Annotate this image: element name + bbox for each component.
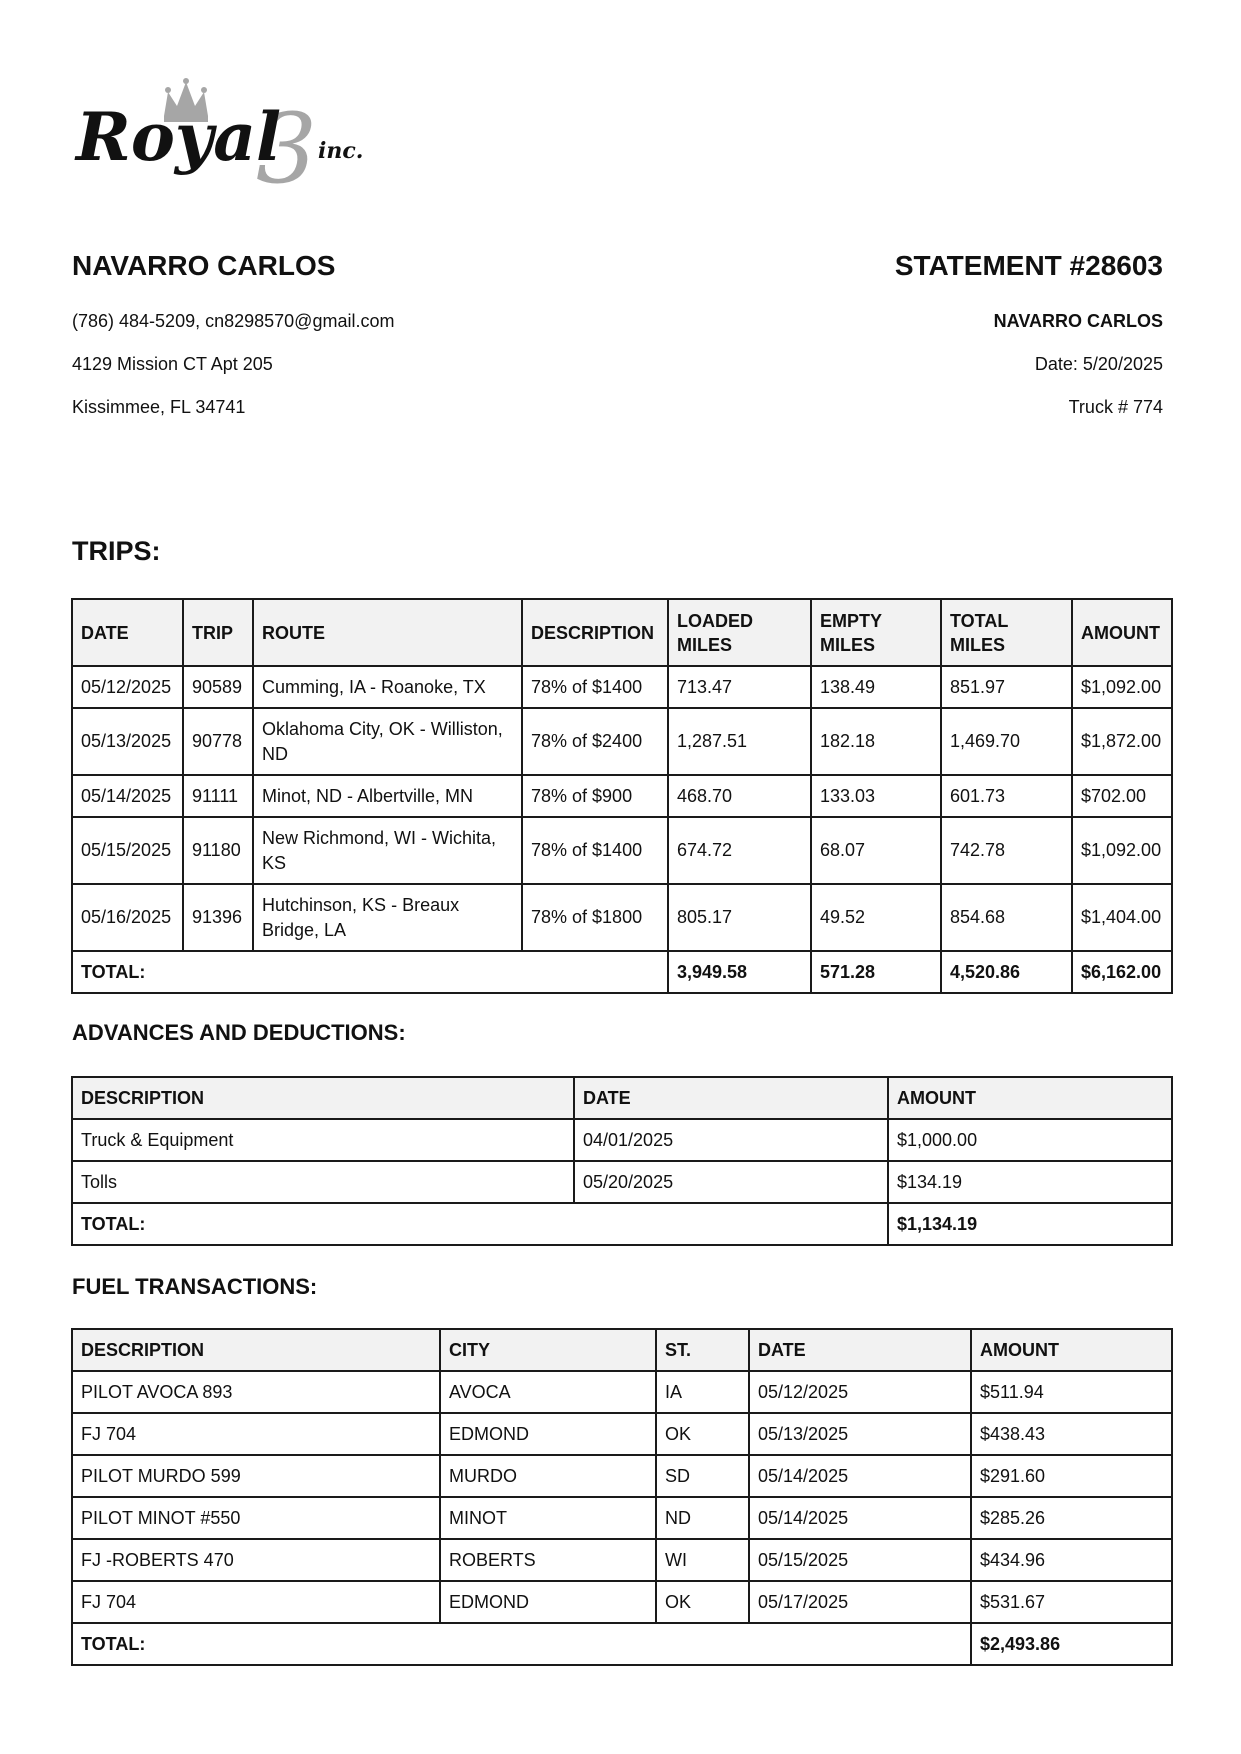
- driver-name-heading: NAVARRO CARLOS: [72, 250, 336, 281]
- trip-loaded-miles: 468.70: [668, 775, 811, 817]
- trips-header-row: [72, 599, 1172, 666]
- trip-amount: $702.00: [1072, 775, 1172, 817]
- trip-description: 78% of $2400: [522, 708, 668, 775]
- advances-total-amount: $1,134.19: [888, 1203, 1172, 1245]
- trip-loaded-miles: 713.47: [668, 666, 811, 708]
- logo-wordmark: Royal: [76, 98, 282, 176]
- trip-empty-miles: 182.18: [811, 708, 941, 775]
- table-row: [72, 708, 1172, 775]
- table-row: [72, 1539, 1172, 1581]
- advances-table: [71, 1076, 1173, 1246]
- fuel-description: FJ -ROBERTS 470: [72, 1539, 440, 1581]
- col-total-miles: TOTAL MILES: [941, 599, 1072, 666]
- trip-number: 91396: [183, 884, 253, 951]
- col-city: CITY: [440, 1329, 656, 1371]
- table-row: [72, 817, 1172, 884]
- table-row: [72, 1455, 1172, 1497]
- advance-date: 04/01/2025: [574, 1119, 888, 1161]
- trip-loaded-miles: 1,287.51: [668, 708, 811, 775]
- fuel-date: 05/12/2025: [749, 1371, 971, 1413]
- col-amount: AMOUNT: [1072, 599, 1172, 666]
- col-date: DATE: [749, 1329, 971, 1371]
- col-date: DATE: [574, 1077, 888, 1119]
- company-logo: [74, 78, 384, 190]
- col-trip: TRIP: [183, 599, 253, 666]
- fuel-amount: $438.43: [971, 1413, 1172, 1455]
- trip-date: 05/12/2025: [72, 666, 183, 708]
- fuel-state: IA: [656, 1371, 749, 1413]
- table-row: [72, 1497, 1172, 1539]
- trip-route: New Richmond, WI - Wichita, KS: [253, 817, 522, 884]
- fuel-header-row: [72, 1329, 1172, 1371]
- fuel-description: PILOT MURDO 599: [72, 1455, 440, 1497]
- fuel-city: MURDO: [440, 1455, 656, 1497]
- table-row: [72, 1413, 1172, 1455]
- col-amount: AMOUNT: [971, 1329, 1172, 1371]
- statement-date: Date: 5/20/2025: [1034, 354, 1163, 374]
- trip-number: 91180: [183, 817, 253, 884]
- fuel-amount: $531.67: [971, 1581, 1172, 1623]
- fuel-description: FJ 704: [72, 1581, 440, 1623]
- fuel-title: FUEL TRANSACTIONS:: [72, 1274, 318, 1299]
- trip-number: 91111: [183, 775, 253, 817]
- trips-total-amount: $6,162.00: [1072, 951, 1172, 993]
- col-date: DATE: [72, 599, 183, 666]
- fuel-state: WI: [656, 1539, 749, 1581]
- trip-route: Cumming, IA - Roanoke, TX: [253, 666, 522, 708]
- trip-loaded-miles: 805.17: [668, 884, 811, 951]
- fuel-city: ROBERTS: [440, 1539, 656, 1581]
- driver-contact: (786) 484-5209, cn8298570@gmail.com: [72, 311, 395, 331]
- trip-amount: $1,092.00: [1072, 817, 1172, 884]
- statement-truck: Truck # 774: [1068, 397, 1163, 417]
- fuel-state: OK: [656, 1581, 749, 1623]
- trip-amount: $1,092.00: [1072, 666, 1172, 708]
- table-row: [72, 1119, 1172, 1161]
- trip-date: 05/16/2025: [72, 884, 183, 951]
- col-amount: AMOUNT: [888, 1077, 1172, 1119]
- advance-description: Tolls: [72, 1161, 574, 1203]
- trips-table: [71, 598, 1173, 994]
- driver-address-line1: 4129 Mission CT Apt 205: [72, 354, 273, 374]
- trip-number: 90778: [183, 708, 253, 775]
- col-description: DESCRIPTION: [522, 599, 668, 666]
- fuel-description: FJ 704: [72, 1413, 440, 1455]
- driver-address-line2: Kissimmee, FL 34741: [72, 397, 246, 417]
- advances-total-row: [72, 1203, 1172, 1245]
- trip-amount: $1,872.00: [1072, 708, 1172, 775]
- table-row: [72, 1161, 1172, 1203]
- trip-total-miles: 854.68: [941, 884, 1072, 951]
- fuel-total-row: [72, 1623, 1172, 1665]
- trips-total-row: [72, 951, 1172, 993]
- advance-amount: $1,000.00: [888, 1119, 1172, 1161]
- fuel-amount: $434.96: [971, 1539, 1172, 1581]
- trip-empty-miles: 138.49: [811, 666, 941, 708]
- trip-route: Minot, ND - Albertville, MN: [253, 775, 522, 817]
- advance-description: Truck & Equipment: [72, 1119, 574, 1161]
- trip-total-miles: 601.73: [941, 775, 1072, 817]
- fuel-state: OK: [656, 1413, 749, 1455]
- trip-date: 05/15/2025: [72, 817, 183, 884]
- fuel-city: MINOT: [440, 1497, 656, 1539]
- table-row: [72, 775, 1172, 817]
- fuel-total-label: TOTAL:: [72, 1623, 971, 1665]
- advance-date: 05/20/2025: [574, 1161, 888, 1203]
- trip-empty-miles: 133.03: [811, 775, 941, 817]
- advances-header-row: [72, 1077, 1172, 1119]
- fuel-date: 05/15/2025: [749, 1539, 971, 1581]
- logo-numeral: 3: [256, 93, 318, 190]
- trip-amount: $1,404.00: [1072, 884, 1172, 951]
- fuel-date: 05/17/2025: [749, 1581, 971, 1623]
- col-description: DESCRIPTION: [72, 1329, 440, 1371]
- trip-route: Hutchinson, KS - Breaux Bridge, LA: [253, 884, 522, 951]
- fuel-date: 05/14/2025: [749, 1497, 971, 1539]
- trips-total-loaded: 3,949.58: [668, 951, 811, 993]
- trips-total-miles: 4,520.86: [941, 951, 1072, 993]
- fuel-city: EDMOND: [440, 1413, 656, 1455]
- trip-description: 78% of $900: [522, 775, 668, 817]
- trip-total-miles: 742.78: [941, 817, 1072, 884]
- trip-date: 05/13/2025: [72, 708, 183, 775]
- trip-total-miles: 1,469.70: [941, 708, 1072, 775]
- fuel-date: 05/13/2025: [749, 1413, 971, 1455]
- col-description: DESCRIPTION: [72, 1077, 574, 1119]
- trips-total-empty: 571.28: [811, 951, 941, 993]
- trip-number: 90589: [183, 666, 253, 708]
- trip-description: 78% of $1400: [522, 817, 668, 884]
- trip-empty-miles: 49.52: [811, 884, 941, 951]
- trip-route: Oklahoma City, OK - Williston, ND: [253, 708, 522, 775]
- col-state: ST.: [656, 1329, 749, 1371]
- trip-date: 05/14/2025: [72, 775, 183, 817]
- trips-title: TRIPS:: [72, 536, 161, 566]
- fuel-description: PILOT AVOCA 893: [72, 1371, 440, 1413]
- trip-description: 78% of $1400: [522, 666, 668, 708]
- table-row: [72, 1371, 1172, 1413]
- trip-empty-miles: 68.07: [811, 817, 941, 884]
- col-loaded-miles: LOADED MILES: [668, 599, 811, 666]
- trip-description: 78% of $1800: [522, 884, 668, 951]
- col-empty-miles: EMPTY MILES: [811, 599, 941, 666]
- table-row: [72, 884, 1172, 951]
- fuel-table: [71, 1328, 1173, 1666]
- fuel-description: PILOT MINOT #550: [72, 1497, 440, 1539]
- table-row: [72, 1581, 1172, 1623]
- fuel-total-amount: $2,493.86: [971, 1623, 1172, 1665]
- statement-number-heading: STATEMENT #28603: [894, 250, 1163, 281]
- advances-title: ADVANCES AND DEDUCTIONS:: [72, 1020, 406, 1045]
- statement-driver-name: NAVARRO CARLOS: [993, 311, 1163, 331]
- fuel-amount: $511.94: [971, 1371, 1172, 1413]
- fuel-state: ND: [656, 1497, 749, 1539]
- advance-amount: $134.19: [888, 1161, 1172, 1203]
- fuel-city: EDMOND: [440, 1581, 656, 1623]
- fuel-amount: $285.26: [971, 1497, 1172, 1539]
- trip-loaded-miles: 674.72: [668, 817, 811, 884]
- advances-total-label: TOTAL:: [72, 1203, 888, 1245]
- fuel-amount: $291.60: [971, 1455, 1172, 1497]
- fuel-state: SD: [656, 1455, 749, 1497]
- trips-total-label: TOTAL:: [72, 951, 668, 993]
- col-route: ROUTE: [253, 599, 522, 666]
- fuel-city: AVOCA: [440, 1371, 656, 1413]
- table-row: [72, 666, 1172, 708]
- fuel-date: 05/14/2025: [749, 1455, 971, 1497]
- logo-suffix: inc.: [318, 138, 364, 164]
- trip-total-miles: 851.97: [941, 666, 1072, 708]
